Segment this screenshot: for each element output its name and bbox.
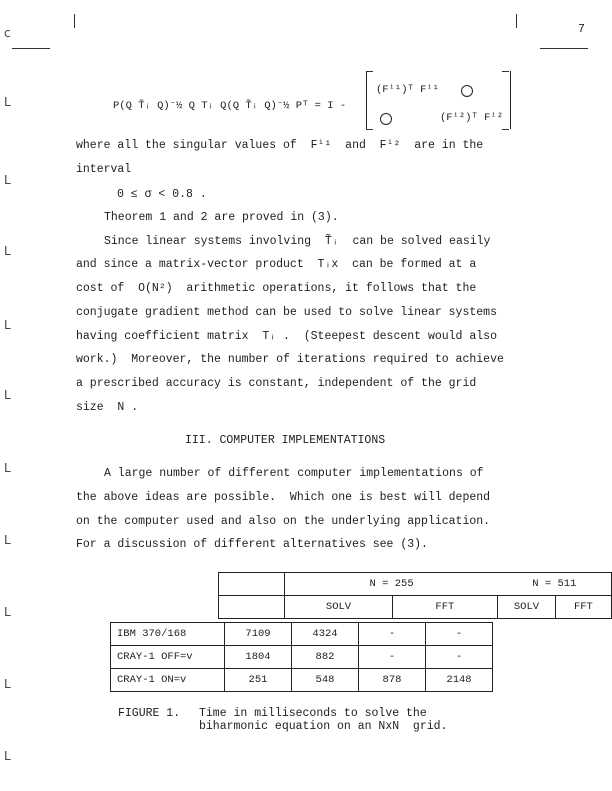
column-header: SOLV — [285, 596, 392, 619]
table-cell: 882 — [292, 646, 359, 669]
body-line: having coefficient matrix Tᵢ . (Steepest descent would also — [76, 330, 497, 343]
table-cell: 548 — [292, 669, 359, 692]
row-label: CRAY-1 ON=v — [111, 669, 225, 692]
table-row — [111, 623, 493, 646]
table-cell: - — [426, 646, 493, 669]
column-header: SOLV — [498, 596, 556, 619]
margin-mark: L — [4, 244, 11, 258]
zero-block-icon — [380, 113, 392, 125]
group-header: N = 255 — [285, 573, 498, 596]
body-line: work.) Moreover, the number of iterations required to achieve — [76, 353, 504, 366]
margin-mark: L — [4, 461, 11, 475]
table-cell: 251 — [225, 669, 292, 692]
top-right-tick — [516, 14, 517, 28]
table-header-spacer — [219, 596, 285, 619]
table-cell: 4324 — [292, 623, 359, 646]
figure-caption-line: Time in milliseconds to solve the — [199, 707, 427, 720]
table-row — [111, 646, 493, 669]
margin-mark: L — [4, 749, 11, 763]
body-line: a prescribed accuracy is constant, independent of the grid — [76, 377, 477, 390]
results-table — [218, 572, 612, 619]
table-cell: - — [359, 646, 426, 669]
section-body-line: on the computer used and also on the underlying application. — [76, 515, 491, 528]
table-group-spacer — [219, 573, 285, 596]
zero-block-icon — [461, 85, 473, 97]
table-group-header-row — [219, 573, 612, 596]
interval-expression: 0 ≤ σ < 0.8 . — [117, 188, 207, 201]
body-line: interval — [76, 163, 132, 176]
table-cell: 7109 — [225, 623, 292, 646]
body-line: size N . — [76, 401, 139, 414]
margin-mark: L — [4, 533, 11, 547]
margin-mark: L — [4, 605, 11, 619]
row-label: CRAY-1 OFF=v — [111, 646, 225, 669]
body-line: Theorem 1 and 2 are proved in (3). — [104, 211, 339, 224]
figure-caption-line: biharmonic equation on an NxN grid. — [199, 720, 448, 733]
group-header: N = 511 — [498, 573, 612, 596]
margin-mark: c — [4, 26, 11, 40]
matrix-bracket-tl — [366, 71, 373, 72]
table-cell: 2148 — [426, 669, 493, 692]
margin-mark: L — [4, 318, 11, 332]
body-line: cost of O(N²) arithmetic operations, it follows that the — [76, 282, 477, 295]
body-line: and since a matrix-vector product Tᵢx can be formed at a — [76, 258, 477, 271]
top-left-rule — [12, 48, 50, 49]
table-cell: 1804 — [225, 646, 292, 669]
margin-mark: L — [4, 173, 11, 187]
column-header: FFT — [392, 596, 498, 619]
margin-mark: L — [4, 95, 11, 109]
table-cell: - — [426, 623, 493, 646]
section-heading: III. COMPUTER IMPLEMENTATIONS — [185, 434, 386, 447]
margin-mark: L — [4, 388, 11, 402]
top-left-tick — [74, 14, 75, 28]
section-body-line: A large number of different computer implementations of — [104, 467, 484, 480]
table-row — [111, 669, 493, 692]
table-column-header-row — [219, 596, 612, 619]
column-header: FFT — [555, 596, 611, 619]
matrix-bracket-br — [502, 129, 509, 130]
body-line: where all the singular values of Fⁱ¹ and Fⁱ² are in the — [76, 139, 484, 152]
figure-label: FIGURE 1. — [118, 707, 181, 720]
equation-lhs: P(Q T̃ᵢ Q)⁻½ Q Tᵢ Q(Q T̃ᵢ Q)⁻½ Pᵀ = I - — [113, 100, 347, 112]
page-number: 7 — [578, 23, 585, 36]
results-table-body — [110, 622, 493, 692]
matrix-bracket-tr — [502, 71, 509, 72]
matrix-bracket-bl — [366, 129, 373, 130]
section-body-line: the above ideas are possible. Which one is best will depend — [76, 491, 491, 504]
matrix-entry-11: (Fⁱ¹)ᵀ Fⁱ¹ — [376, 84, 440, 96]
top-right-rule — [540, 48, 588, 49]
margin-mark: L — [4, 677, 11, 691]
row-label: IBM 370/168 — [111, 623, 225, 646]
section-body-line: For a discussion of different alternatives see (3). — [76, 538, 428, 551]
matrix-entry-22: (Fⁱ²)ᵀ Fⁱ² — [440, 112, 504, 124]
table-cell: - — [359, 623, 426, 646]
body-line: conjugate gradient method can be used to solve linear systems — [76, 306, 497, 319]
table-cell: 878 — [359, 669, 426, 692]
body-line: Since linear systems involving T̃ᵢ can be solved easily — [104, 235, 491, 248]
